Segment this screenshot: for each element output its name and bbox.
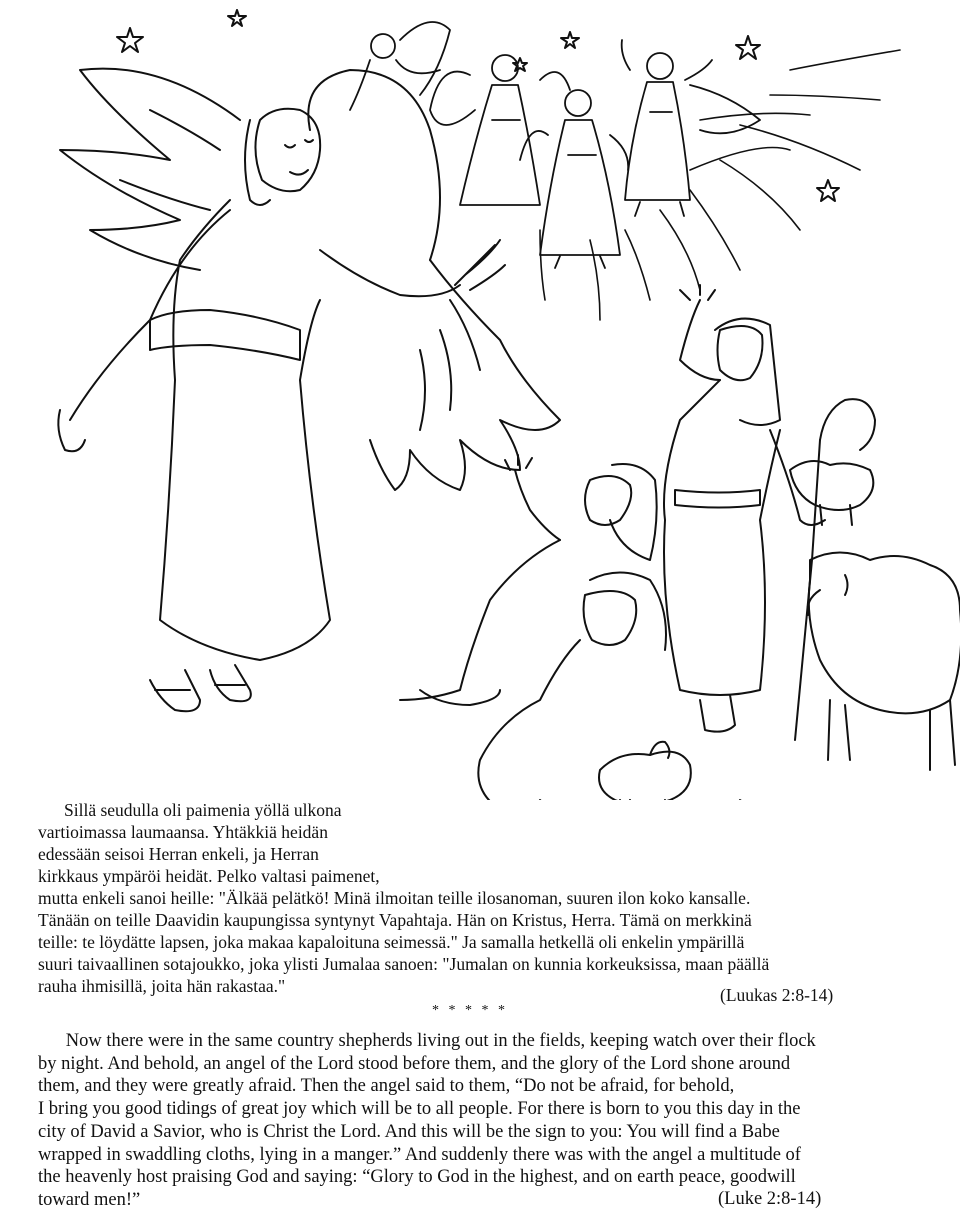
finnish-scripture-reference: (Luukas 2:8-14) <box>720 985 834 1005</box>
finnish-line: mutta enkeli sanoi heille: "Älkää pelätkö! Minä ilmoitan teille ilosanoman, suuren ilon koko kansalle. <box>38 888 751 908</box>
english-line: wrapped in swaddling cloths, lying in a manger.” And suddenly there was with the angel a multitude of <box>38 1144 801 1165</box>
english-passage <box>38 1030 918 1212</box>
english-line: them, and they were greatly afraid. Then the angel said to them, “Do not be afraid, for behold, <box>38 1076 735 1097</box>
seated-shepherd-with-lamb <box>478 573 783 801</box>
star-icons <box>117 10 839 201</box>
kneeling-shepherd <box>400 455 657 705</box>
english-line: I bring you good tidings of great joy which will be to all people. For there is born to you this day in the <box>38 1099 801 1120</box>
finnish-line: Sillä seudulla oli paimenia yöllä ulkona <box>64 800 342 820</box>
heavenly-host <box>350 22 760 268</box>
star-icon <box>117 28 143 52</box>
finnish-line: vartioimassa laumaansa. Yhtäkkiä heidän <box>38 822 328 842</box>
finnish-line: teille: te löydätte lapsen, joka makaa kapaloituna seimessä." Ja samalla hetkellä oli enkelin ympärillä <box>38 932 745 952</box>
star-icon <box>561 32 579 48</box>
finnish-line: rauha ihmisillä, joita hän rakastaa." <box>38 976 286 996</box>
finnish-line: edessään seisoi Herran enkeli, ja Herran <box>38 844 319 864</box>
star-icon <box>736 36 760 59</box>
glory-rays <box>540 50 900 320</box>
finnish-passage <box>0 799 900 997</box>
star-icon <box>817 180 839 201</box>
standing-shepherd <box>664 285 875 740</box>
english-line: toward men!” <box>38 1189 141 1210</box>
section-separator: * * * * * <box>432 1003 508 1018</box>
english-line: the heavenly host praising God and saying: “Glory to God in the highest, and on earth peace, goodwill <box>38 1167 796 1188</box>
english-line: Now there were in the same country shepherds living out in the fields, keeping watch over their flock <box>38 1031 816 1051</box>
english-line: city of David a Savior, who is Christ the Lord. And this will be the sign to you: You will find a Babe <box>38 1121 780 1142</box>
english-scripture-reference: (Luke 2:8-14) <box>718 1189 822 1209</box>
finnish-line: Tänään on teille Daavidin kaupungissa syntynyt Vapahtaja. Hän on Kristus, Herra. Tämä on merkkinä <box>38 910 752 930</box>
finnish-line: suuri taivaallinen sotajoukko, joka ylisti Jumalaa sanoen: "Jumalan on kunnia korkeuksissa, maan päällä <box>38 954 770 974</box>
star-icon <box>228 10 246 26</box>
english-line: by night. And behold, an angel of the Lord stood before them, and the glory of the Lord shone around <box>38 1053 791 1074</box>
finnish-line: kirkkaus ympäröi heidät. Pelko valtasi paimenet, <box>38 866 380 886</box>
